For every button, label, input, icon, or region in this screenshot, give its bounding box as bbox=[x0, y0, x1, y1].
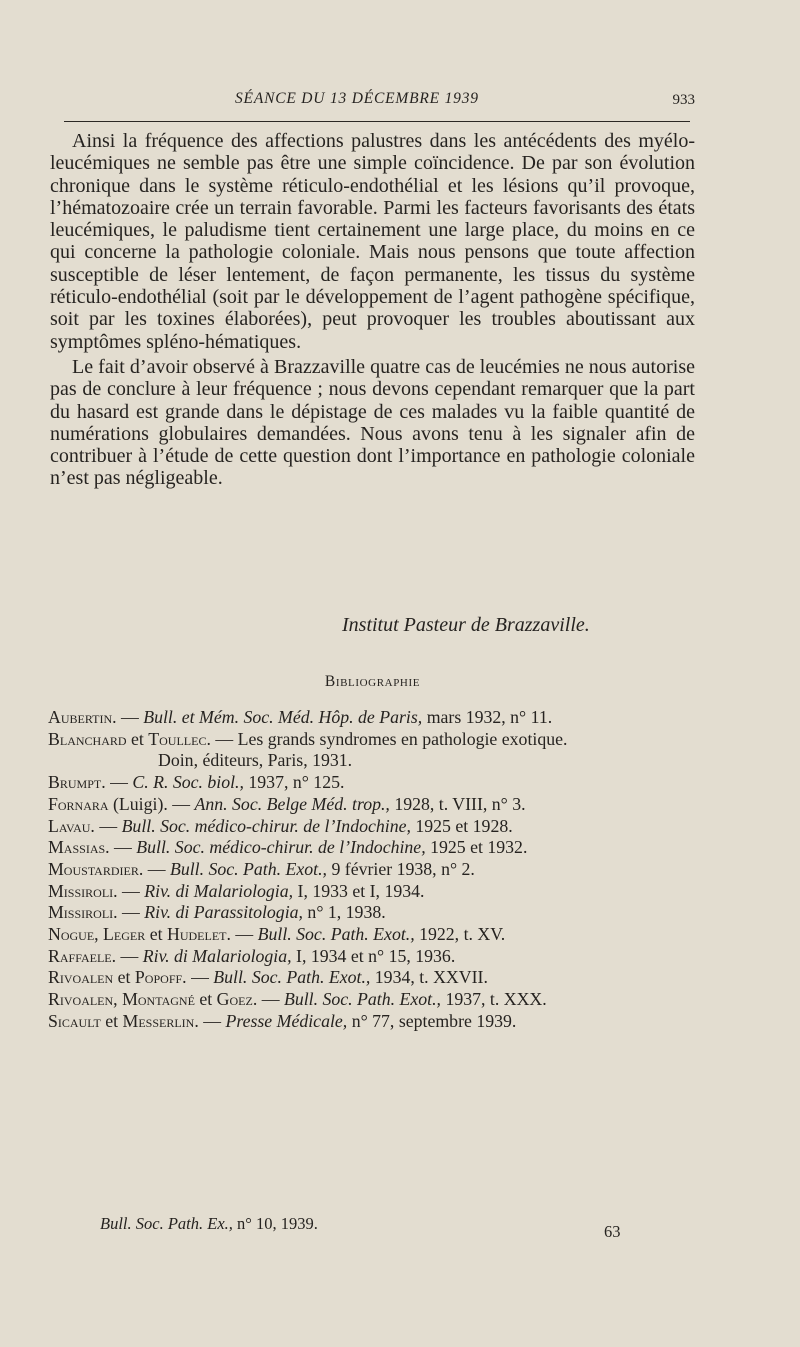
reference-author: Aubertin. bbox=[48, 707, 117, 727]
reference-separator: et bbox=[194, 989, 217, 1010]
signature-mark: 63 bbox=[604, 1222, 621, 1241]
reference-detail: n° 77, septembre 1939. bbox=[347, 1010, 517, 1031]
reference-author: Rivoalen, Montagné bbox=[48, 989, 195, 1010]
footer-journal: Bull. Soc. Path. Ex., bbox=[100, 1214, 233, 1233]
paragraph: Ainsi la fréquence des affections palustres dans les antécédents des myélo-leucémiques ne semble pas être une simple coïncidence. De par son évolution chronique dans le système réticulo-endothélial et les lésions qu’il provoque, l’hématozoaire crée un terrain favorable. Parmi les facteurs favorisants des états leucémiques, le paludisme tient certainement une large place, du moins en ce qui concerne la pathologie coloniale. Mais nous pensons que toute affection susceptible de léser lentement, de façon permanente, les tissus du système réticulo-endothélial (soit par le développement de l’agent pathogène spécifique, soit par les toxines élaborées), peut provoquer les troubles aboutissant aux symptômes spléno-hématiques. bbox=[50, 130, 695, 353]
reference-entry bbox=[48, 1011, 698, 1033]
reference-separator: — bbox=[109, 837, 137, 858]
reference-detail: 1937, t. XXX. bbox=[441, 989, 547, 1010]
reference-detail: I, 1933 et I, 1934. bbox=[293, 880, 425, 901]
reference-source: Riv. di Malariologia, bbox=[142, 945, 292, 966]
header-rule bbox=[64, 121, 690, 122]
reference-source: C. R. Soc. biol., bbox=[132, 772, 244, 793]
reference-detail: I, 1934 et n° 15, 1936. bbox=[291, 945, 456, 966]
reference-entry bbox=[48, 794, 698, 816]
reference-separator: — bbox=[117, 902, 145, 923]
reference-separator: et bbox=[145, 924, 167, 945]
reference-coauthor: Messerlin. bbox=[122, 1010, 199, 1031]
reference-detail: 1937, n° 125. bbox=[243, 772, 345, 793]
reference-source: Riv. di Malariologia, bbox=[144, 880, 294, 901]
reference-author: Massias. bbox=[48, 837, 110, 858]
reference-source: Bull. Soc. Path. Exot., bbox=[213, 967, 371, 988]
reference-separator: et bbox=[100, 1010, 123, 1031]
reference-author: Moustardier. bbox=[48, 858, 144, 879]
reference-entry bbox=[48, 924, 698, 946]
reference-author: Lavau. bbox=[48, 815, 95, 836]
reference-author: Brumpt. bbox=[48, 772, 106, 793]
reference-source: Bull. Soc. Path. Exot., bbox=[169, 858, 328, 879]
reference-author: Missiroli. bbox=[48, 880, 118, 901]
reference-entry bbox=[48, 902, 698, 924]
bibliography-heading: Bibliographie bbox=[324, 673, 421, 690]
reference-detail: n° 1, 1938. bbox=[302, 902, 386, 923]
reference-separator: (Luigi). — bbox=[108, 793, 195, 814]
reference-author: Raffaele. bbox=[48, 945, 117, 966]
reference-coauthor: Hudelet. bbox=[167, 924, 231, 945]
reference-source: Riv. di Parassitologia, bbox=[144, 902, 303, 923]
reference-detail: mars 1932, n° 11. bbox=[422, 707, 553, 727]
reference-detail: 1928, t. VIII, n° 3. bbox=[389, 793, 526, 814]
reference-entry bbox=[48, 772, 698, 794]
reference-entry bbox=[48, 816, 698, 838]
reference-author: Blanchard bbox=[48, 728, 127, 749]
footer-citation bbox=[100, 1214, 318, 1234]
reference-separator: — bbox=[105, 772, 133, 793]
reference-entry bbox=[48, 729, 698, 772]
reference-separator: et bbox=[126, 728, 149, 749]
reference-author: Nogue, Leger bbox=[48, 924, 146, 945]
reference-entry bbox=[48, 946, 698, 968]
reference-separator: — bbox=[116, 945, 143, 966]
reference-source: Bull. et Mém. Soc. Méd. Hôp. de Paris, bbox=[143, 707, 423, 727]
reference-entry bbox=[48, 859, 698, 881]
reference-detail: 1922, t. XV. bbox=[414, 924, 506, 945]
reference-separator: et bbox=[113, 967, 135, 988]
running-title: SÉANCE DU 13 DÉCEMBRE 1939 bbox=[235, 90, 479, 107]
paragraph: Le fait d’avoir observé à Brazzaville quatre cas de leucémies ne nous autorise pas de conclure à leur fréquence ; nous devons cependant remarquer que la part du hasard est grande dans le dépistage de ces malades vu la faible quantité de numérations globulaires demandées. Nous avons tenu à les signaler afin de contribuer à l’étude de cette question dont l’importance en pathologie coloniale n’est pas négligeable. bbox=[50, 355, 695, 490]
reference-coauthor: Toullec. bbox=[148, 728, 211, 749]
reference-detail: 1925 et 1932. bbox=[425, 837, 528, 858]
reference-separator: — bbox=[230, 924, 258, 945]
reference-source: Bull. Soc. Path. Exot., bbox=[257, 924, 415, 945]
reference-detail: 9 février 1938, n° 2. bbox=[327, 858, 475, 879]
reference-detail: 1934, t. XXVII. bbox=[370, 967, 488, 988]
reference-author: Fornara bbox=[48, 793, 109, 814]
bibliography-list bbox=[48, 707, 698, 1033]
reference-detail: 1925 et 1928. bbox=[410, 815, 513, 836]
reference-source: Bull. Soc. médico-chirur. de l’Indochine, bbox=[121, 815, 411, 836]
body-text bbox=[50, 130, 695, 490]
reference-entry bbox=[48, 837, 698, 859]
reference-separator: — bbox=[186, 967, 214, 988]
reference-title: — Les grands syndromes en pathologie exotique. bbox=[210, 728, 568, 749]
reference-separator: — bbox=[198, 1010, 226, 1031]
reference-author: Missiroli. bbox=[48, 902, 118, 923]
reference-coauthor: Goez. bbox=[216, 989, 258, 1010]
reference-source: Bull. Soc. médico-chirur. de l’Indochine, bbox=[136, 837, 426, 858]
reference-entry bbox=[48, 989, 698, 1011]
reference-entry bbox=[48, 707, 698, 729]
reference-source: Presse Médicale, bbox=[225, 1010, 348, 1031]
reference-author: Sicault bbox=[48, 1010, 101, 1031]
reference-separator: — bbox=[117, 880, 145, 901]
reference-source: Ann. Soc. Belge Méd. trop., bbox=[194, 793, 390, 814]
reference-separator: — bbox=[143, 858, 170, 879]
footer-issue: n° 10, 1939. bbox=[232, 1214, 318, 1233]
running-header bbox=[50, 88, 695, 116]
institution-signature: Institut Pasteur de Brazzaville. bbox=[342, 614, 590, 636]
reference-entry bbox=[48, 881, 698, 903]
reference-source: Bull. Soc. Path. Exot., bbox=[283, 989, 441, 1010]
reference-author: Rivoalen bbox=[48, 967, 114, 988]
reference-entry bbox=[48, 967, 698, 989]
page-number: 933 bbox=[672, 92, 695, 108]
reference-separator: — bbox=[94, 815, 122, 836]
reference-separator: — bbox=[116, 707, 144, 727]
reference-coauthor: Popoff. bbox=[134, 967, 187, 988]
reference-continuation: Doin, éditeurs, Paris, 1931. bbox=[158, 750, 353, 771]
reference-separator: — bbox=[257, 989, 284, 1010]
